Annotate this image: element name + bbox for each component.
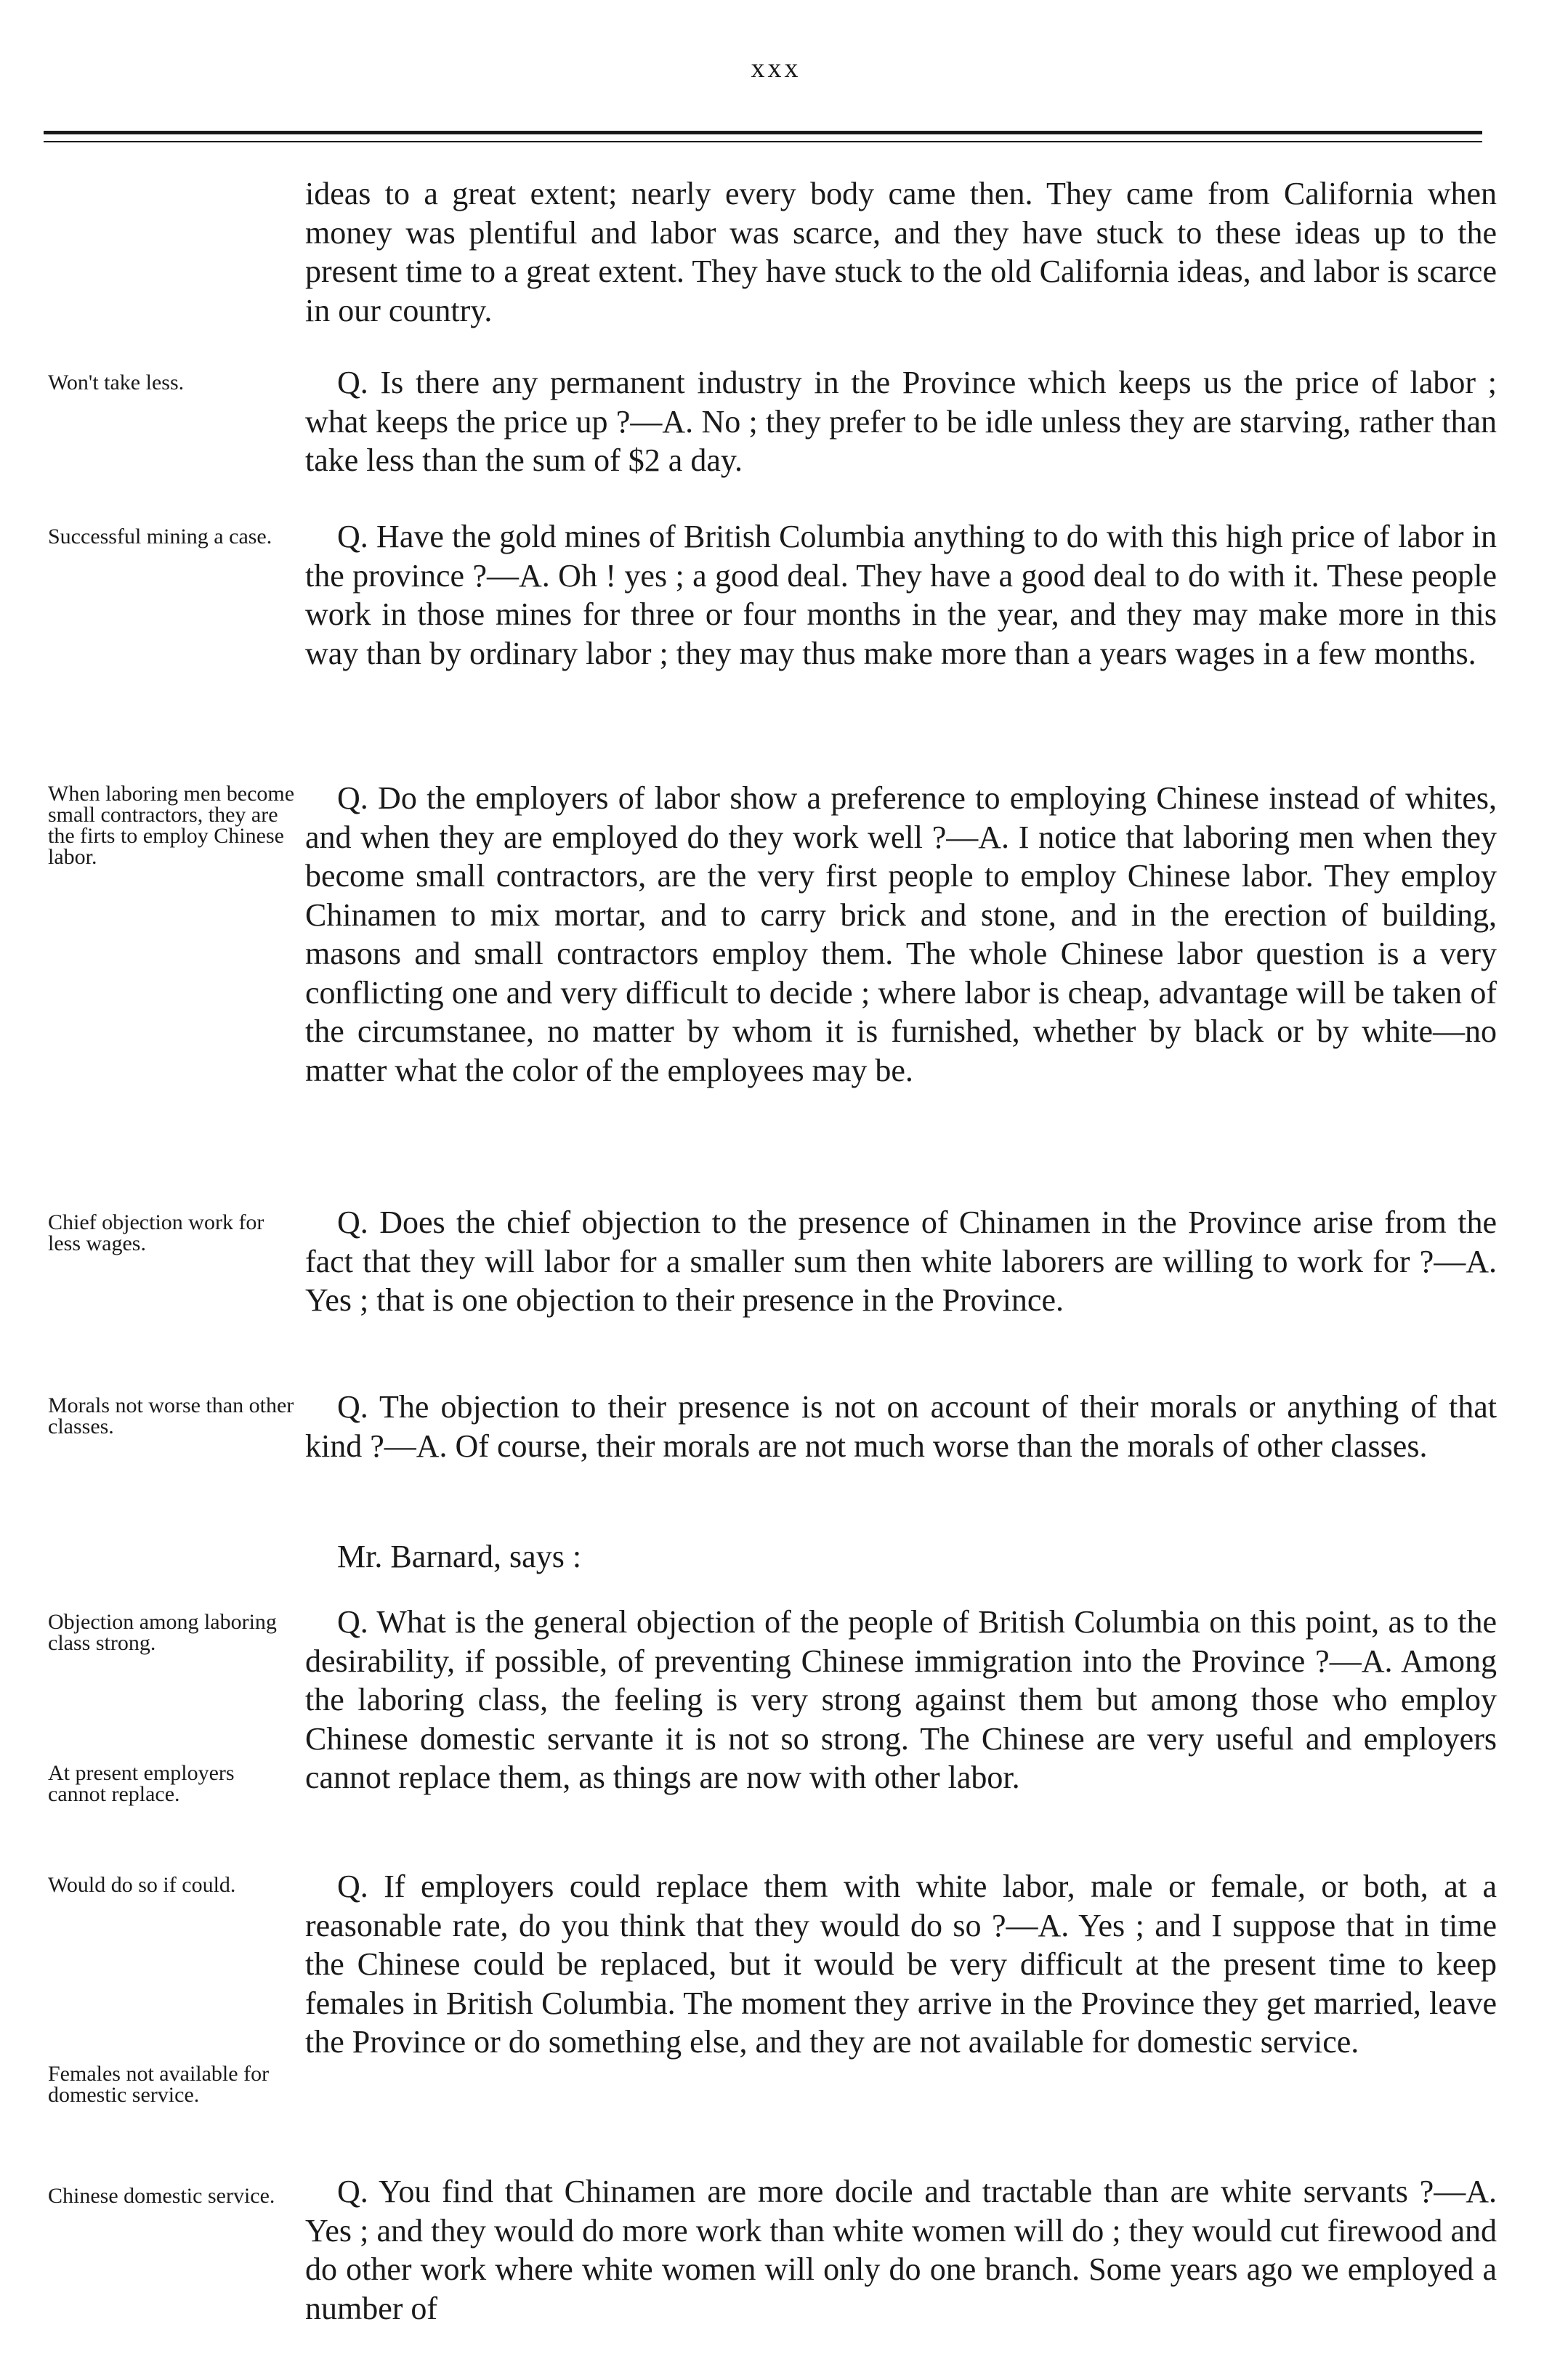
margin-note-would-do-so: Would do so if could.	[48, 1873, 236, 1897]
margin-note-chief-objection: Chief objection work for less wages.	[48, 1210, 264, 1255]
paragraph-california-ideas: ideas to a great extent; nearly every body came then. They came from California when money was plentiful and labor was scarce, and they have stuck to these ideas up to the present time to a great extent. They have stuck to the old California ideas, and labor is scarce in our country.	[305, 176, 1497, 328]
paragraph-mr-barnard: Mr. Barnard, says :	[337, 1539, 582, 1574]
margin-note-objection-laboring-class: Objection among laboring class strong.	[48, 1610, 277, 1655]
margin-note-morals-not-worse: Morals not worse than other classes.	[48, 1393, 294, 1438]
margin-note-laboring-men-contractors: When laboring men become small contractors, they are the firts to employ Chinese labor.	[48, 782, 295, 869]
header-rule-thick	[44, 131, 1482, 134]
paragraph-permanent-industry: Q. Is there any permanent industry in the Province which keeps us the price of labor ; what keeps the price up ?—A. No ; they prefer to be idle unless they are starving, rather than take less than the sum of $2 a day.	[305, 365, 1497, 478]
margin-note-chinese-domestic-service: Chinese domestic service.	[48, 2184, 275, 2208]
paragraph-employers-preference: Q. Do the employers of labor show a preference to employing Chinese instead of whites, and when they are employed do they work well ?—A. I notice that laboring men when they become small contractors, are the very first people to employ Chinese labor. They employ Chinamen to mix mortar, and to carry brick and stone, and in the erection of building, masons and small contractors employ them. The whole Chinese labor question is a very conflicting one and very difficult to decide ; where labor is cheap, advantage will be taken of the circumstanee, no matter by whom it is furnished, whether by black or by white—no matter what the color of the employees may be.	[305, 780, 1497, 1088]
margin-note-employers-cannot-replace: At present employers cannot replace.	[48, 1761, 235, 1806]
margin-note-females-not-available: Females not available for domestic service.	[48, 2062, 270, 2107]
paragraph-docile-tractable: Q. You find that Chinamen are more docile and tractable than are white servants ?—A. Yes ; and they would do more work than white women will do ; they would cut firewood and do other work where white women will only do one branch. Some years ago we employed a number of	[305, 2174, 1497, 2326]
paragraph-replace-white-labor: Q. If employers could replace them with white labor, male or female, or both, at a reasonable rate, do you think that they would do so ?—A. Yes ; and I suppose that in time the Chinese could be replaced, but it would be very difficult at the present time to keep females in British Columbia. The moment they arrive in the Province they get married, leave the Province or do something else, and they are not available for domestic service.	[305, 1869, 1497, 2060]
paragraph-gold-mines: Q. Have the gold mines of British Columbia anything to do with this high price of labor in the province ?—A. Oh ! yes ; a good deal. They have a good deal to do with it. These people work in those mines for three or four months in the year, and they may make more in this way than by ordinary labor ; they may thus make more than a years wages in a few months.	[305, 519, 1497, 671]
page-number: xxx	[751, 53, 801, 84]
paragraph-general-objection: Q. What is the general objection of the people of British Columbia on this point, as to the desirability, if possible, of preventing Chinese immigration into the Province ?—A. Among the laboring class, the feeling is very strong against them but among those who employ Chinese domestic servante it is not so strong. The Chinese are very useful and employers cannot replace them, as things are now with other labor.	[305, 1604, 1497, 1795]
paragraph-chief-objection: Q. Does the chief objection to the presence of Chinamen in the Province arise from the fact that they will labor for a smaller sum then white laborers are willing to work for ?—A. Yes ; that is one objection to their presence in the Province.	[305, 1205, 1497, 1318]
margin-note-wont-take-less: Won't take less.	[48, 371, 185, 394]
header-rule-thin	[44, 141, 1482, 142]
margin-note-successful-mining: Successful mining a case.	[48, 525, 272, 549]
paragraph-morals: Q. The objection to their presence is not on account of their morals or anything of that kind ?—A. Of course, their morals are not much worse than the morals of other classes.	[305, 1389, 1497, 1464]
